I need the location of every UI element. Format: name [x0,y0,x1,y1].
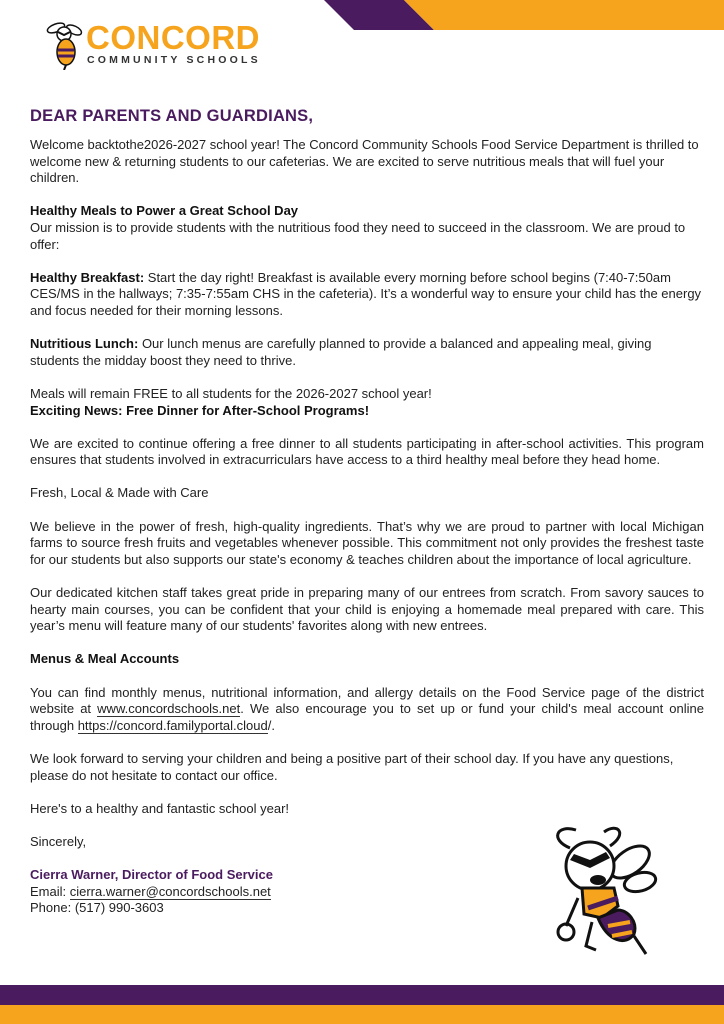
dinner-paragraph: We are excited to continue offering a free dinner to all students participating in after-school activities. This program ensures that students involved in extracurriculars have access to a third healthy meal before they head home. [30,435,704,468]
phone-line: Phone: (517) 990-3603 [30,900,164,916]
logo-subtitle: COMMUNITY SCHOOLS [87,54,261,66]
hornet-mascot-icon [44,18,84,70]
lunch-label: Nutritious Lunch: [30,336,139,352]
menus-text-2: . We also encourage you to set up or fund your child's meal account online through [30,701,704,733]
breakfast-text: Start the day right! Breakfast is available every morning before school begins (7:40-7:50am CES/MS in the hallways; 7:35-7:55am CHS in the cafeteria). It’s a wonderful way to ensure your child has the energy and focus needed for their morning lessons. [30,269,702,318]
breakfast-label: Healthy Breakfast: [30,269,145,285]
footer-orange-stripe [0,1005,724,1024]
concord-logo [44,18,294,70]
family-portal-link[interactable]: https://concord.familyportal.cloud [77,717,268,733]
fresh-paragraph: We believe in the power of fresh, high-quality ingredients. That’s why we are proud to partner with local Michigan farms to source fresh fruits and vegetables whenever possible. This commitment not only provides the freshest taste for our students but also supports our state's economy & teaches children about the importance of local agriculture. [30,518,704,567]
mission-paragraph: Our mission is to provide students with the nutritious food they need to succeed in the classroom. We are proud to offer: [30,219,686,252]
lunch-text: Our lunch menus are carefully planned to provide a balanced and appealing meal, giving students the midday boost they need to thrive. [30,336,652,368]
fresh-heading: Fresh, Local & Made with Care [30,485,209,501]
hornet-mascot-icon [548,822,658,962]
kitchen-paragraph: Our dedicated kitchen staff takes great pride in preparing many of our entrees from scratch. From savory sauces to hearty main courses, you can be confident that your child is enjoying a homemade meal prepared with care. This year’s menu will feature many of our students' favorites along with new entrees. [30,585,704,634]
dinner-heading-text: Exciting News: Free Dinner for After-School Programs! [30,402,370,418]
lunch-paragraph [30,336,704,369]
menus-paragraph [30,685,704,735]
cheers-line: Here's to a healthy and fantastic school year! [30,800,290,816]
signature-name: Cierra Warner, Director of Food Service [30,867,273,883]
header-orange-stripe [404,0,724,30]
letter-body [30,105,704,917]
letter-greeting: DEAR PARENTS AND GUARDIANS, [30,107,314,125]
intro-paragraph: Welcome backtothe2026-2027 school year! The Concord Community Schools Food Service Department is thrilled to welcome new & returning students to our cafeterias. We are excited to serve nutritious meals that will fuel your children. [30,137,699,186]
email-label: Email: [30,883,70,899]
sincerely-line: Sincerely, [30,833,87,849]
healthy-meals-heading [30,203,704,220]
footer-purple-stripe [0,985,724,1005]
email-link[interactable]: cierra.warner@concordschools.net [69,883,271,899]
closing-paragraph: We look forward to serving your children and being a positive part of their school day. If you have any questions, please do not hesitate to contact our office. [30,750,674,783]
district-website-link[interactable]: www.concordschools.net [97,701,241,717]
logo-wordmark: CONCORD [86,19,260,56]
menus-heading [30,651,704,668]
menus-heading-text: Menus & Meal Accounts [30,651,180,667]
healthy-meals-heading-text: Healthy Meals to Power a Great School Day [30,203,299,219]
header-corner-band [324,0,724,30]
dinner-heading [30,403,704,420]
breakfast-paragraph [30,270,704,320]
menus-text-3: /. [267,717,275,733]
free-meals-line: Meals will remain FREE to all students for the 2026-2027 school year! [30,385,432,401]
menus-text-1: You can find monthly menus, nutritional information, and allergy details on the Food Service page of the district website at [30,684,704,717]
